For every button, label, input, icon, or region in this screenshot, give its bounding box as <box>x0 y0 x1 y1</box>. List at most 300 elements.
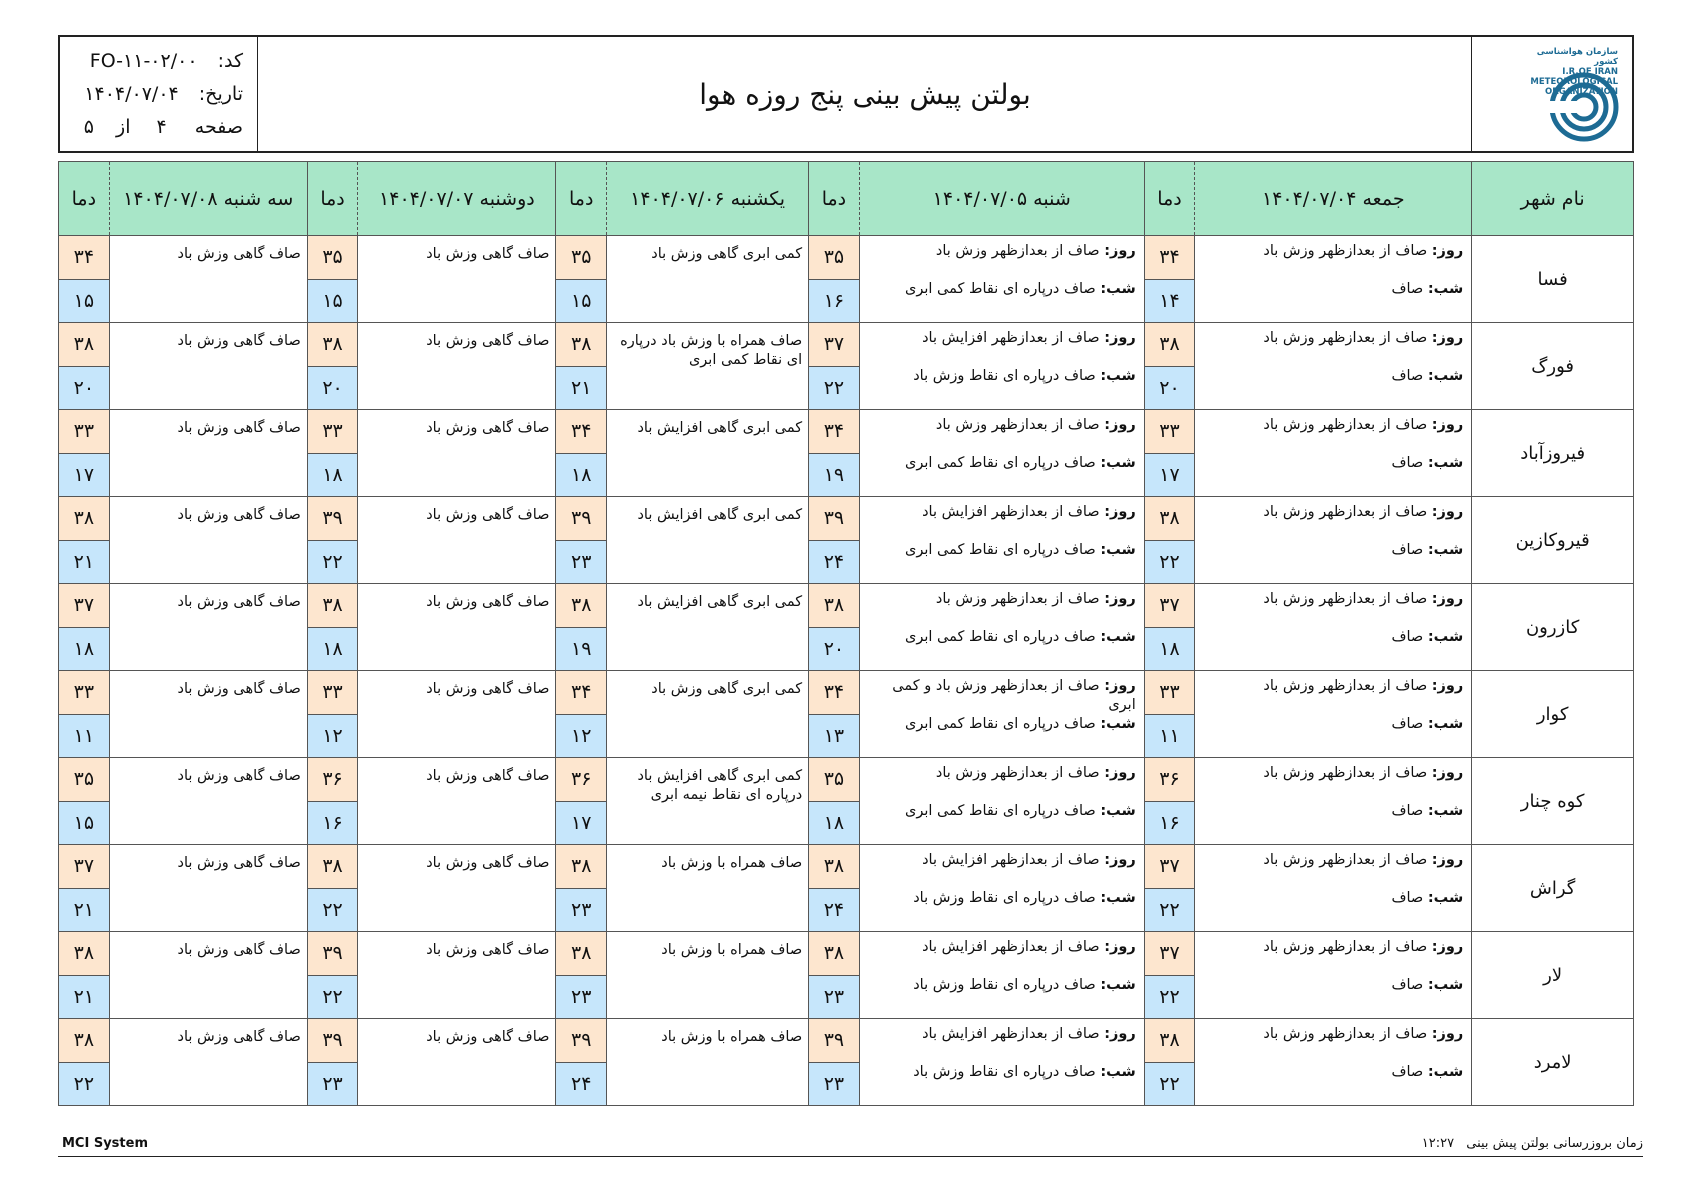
day-label: روز: <box>1431 678 1464 694</box>
day-forecast <box>1203 851 1463 889</box>
code-value: FO-۱۱-۰۲/۰۰ <box>89 50 198 72</box>
day-text: صاف از بعدازظهر وزش باد <box>935 243 1100 259</box>
min-temp: ۱۱ <box>59 714 110 758</box>
night-text: صاف درپاره ای نقاط کمی ابری <box>905 281 1096 297</box>
min-temp: ۱۸ <box>59 627 110 671</box>
max-temp: ۳۷ <box>59 845 110 889</box>
forecast-day-4: صاف گاهی وزش باد <box>358 497 556 584</box>
min-temp: ۲۲ <box>1144 540 1195 584</box>
table-header <box>59 162 1634 236</box>
max-temp: ۳۶ <box>556 758 607 802</box>
min-temp: ۱۴ <box>1144 279 1195 323</box>
forecast-day-2 <box>859 758 1144 845</box>
night-label: شب: <box>1427 455 1464 471</box>
forecast-day-5: صاف گاهی وزش باد <box>109 584 307 671</box>
min-temp: ۲۳ <box>307 1062 358 1106</box>
max-temp: ۳۹ <box>556 1019 607 1063</box>
night-text: صاف <box>1391 368 1424 384</box>
max-temp: ۳۳ <box>1144 671 1195 715</box>
night-text: صاف <box>1391 890 1424 906</box>
min-temp: ۱۸ <box>307 453 358 497</box>
page-row <box>74 111 243 144</box>
max-temp: ۳۴ <box>59 236 110 280</box>
city-name: فورگ <box>1472 323 1634 410</box>
page-of: از <box>116 116 131 138</box>
forecast-day-2 <box>859 410 1144 497</box>
min-temp: ۲۳ <box>809 1062 860 1106</box>
code-row <box>74 45 243 78</box>
day-text: صاف از بعدازظهر افزایش باد <box>922 330 1100 346</box>
organization-logo <box>1471 37 1632 151</box>
night-label: شب: <box>1427 716 1464 732</box>
max-temp: ۳۵ <box>809 758 860 802</box>
min-temp: ۲۰ <box>1144 366 1195 410</box>
forecast-day-3: کمی ابری گاهی افزایش باد <box>606 410 808 497</box>
header-day-3: یکشنبه ۱۴۰۴/۰۷/۰۶ <box>606 162 808 236</box>
min-temp: ۲۲ <box>59 1062 110 1106</box>
night-text: صاف درپاره ای نقاط کمی ابری <box>905 455 1096 471</box>
night-text: صاف درپاره ای نقاط کمی ابری <box>905 629 1096 645</box>
forecast-day-5: صاف گاهی وزش باد <box>109 932 307 1019</box>
city-name: کوه چنار <box>1472 758 1634 845</box>
min-temp: ۱۹ <box>809 453 860 497</box>
night-forecast <box>868 976 1136 1014</box>
night-text: صاف <box>1391 803 1424 819</box>
night-label: شب: <box>1100 1064 1136 1080</box>
min-temp: ۱۶ <box>1144 801 1195 845</box>
forecast-day-2 <box>859 584 1144 671</box>
night-forecast <box>868 454 1136 492</box>
night-text: صاف درپاره ای نقاط وزش باد <box>913 977 1096 993</box>
min-temp: ۲۰ <box>307 366 358 410</box>
night-text: صاف <box>1391 977 1424 993</box>
table-row <box>59 758 1634 802</box>
min-temp: ۱۱ <box>1144 714 1195 758</box>
forecast-day-3: صاف همراه با وزش باد <box>606 1019 808 1106</box>
forecast-day-1 <box>1195 323 1472 410</box>
night-label: شب: <box>1100 629 1136 645</box>
night-text: صاف <box>1391 281 1424 297</box>
day-forecast <box>868 764 1136 802</box>
max-temp: ۳۴ <box>1144 236 1195 280</box>
forecast-day-1 <box>1195 932 1472 1019</box>
max-temp: ۳۳ <box>307 410 358 454</box>
table-row <box>59 497 1634 541</box>
min-temp: ۲۲ <box>307 888 358 932</box>
min-temp: ۲۰ <box>809 627 860 671</box>
night-forecast <box>868 715 1136 753</box>
forecast-day-4: صاف گاهی وزش باد <box>358 932 556 1019</box>
day-text: صاف از بعدازظهر وزش باد <box>1263 852 1428 868</box>
night-label: شب: <box>1100 542 1136 558</box>
day-text: صاف از بعدازظهر وزش باد <box>1263 939 1428 955</box>
logo-line-1: I.R.OF IRAN <box>1562 67 1618 77</box>
min-temp: ۲۳ <box>556 540 607 584</box>
night-text: صاف <box>1391 455 1424 471</box>
table-row <box>59 323 1634 367</box>
min-temp: ۱۸ <box>556 453 607 497</box>
min-temp: ۱۵ <box>556 279 607 323</box>
forecast-day-5: صاف گاهی وزش باد <box>109 671 307 758</box>
day-text: صاف از بعدازظهر افزایش باد <box>922 504 1100 520</box>
forecast-day-2 <box>859 323 1144 410</box>
max-temp: ۳۸ <box>556 323 607 367</box>
day-label: روز: <box>1104 765 1136 781</box>
day-label: روز: <box>1431 765 1464 781</box>
forecast-day-4: صاف گاهی وزش باد <box>358 410 556 497</box>
min-temp: ۱۸ <box>809 801 860 845</box>
city-name: فسا <box>1472 236 1634 323</box>
forecast-day-3: کمی ابری گاهی افزایش باد <box>606 584 808 671</box>
day-text: صاف از بعدازظهر وزش باد و کمی ابری <box>892 678 1136 713</box>
max-temp: ۳۴ <box>556 410 607 454</box>
min-temp: ۲۲ <box>307 975 358 1019</box>
date-label: تاریخ: <box>198 83 243 105</box>
city-name: کوار <box>1472 671 1634 758</box>
max-temp: ۳۸ <box>59 497 110 541</box>
max-temp: ۳۸ <box>307 584 358 628</box>
day-label: روز: <box>1431 417 1464 433</box>
forecast-day-4: صاف گاهی وزش باد <box>358 323 556 410</box>
forecast-day-5: صاف گاهی وزش باد <box>109 1019 307 1106</box>
max-temp: ۳۸ <box>556 932 607 976</box>
max-temp: ۳۸ <box>1144 497 1195 541</box>
min-temp: ۱۷ <box>556 801 607 845</box>
max-temp: ۳۹ <box>556 497 607 541</box>
night-forecast <box>868 280 1136 318</box>
page-title: بولتن پیش بینی پنج روزه هوا <box>699 77 1031 111</box>
forecast-day-5: صاف گاهی وزش باد <box>109 323 307 410</box>
night-label: شب: <box>1100 368 1136 384</box>
min-temp: ۱۲ <box>556 714 607 758</box>
forecast-day-5: صاف گاهی وزش باد <box>109 236 307 323</box>
forecast-day-1 <box>1195 1019 1472 1106</box>
forecast-day-4: صاف گاهی وزش باد <box>358 845 556 932</box>
min-temp: ۲۱ <box>556 366 607 410</box>
forecast-day-3: صاف همراه با وزش باد <box>606 845 808 932</box>
night-label: شب: <box>1427 803 1464 819</box>
day-forecast <box>1203 764 1463 802</box>
min-temp: ۱۵ <box>59 801 110 845</box>
max-temp: ۳۸ <box>1144 323 1195 367</box>
night-text: صاف درپاره ای نقاط کمی ابری <box>905 716 1096 732</box>
day-forecast <box>1203 1025 1463 1063</box>
forecast-table <box>58 161 1634 1106</box>
day-text: صاف از بعدازظهر وزش باد <box>935 417 1100 433</box>
day-text: صاف از بعدازظهر وزش باد <box>1263 417 1428 433</box>
day-label: روز: <box>1104 939 1136 955</box>
table-row <box>59 584 1634 628</box>
forecast-day-5: صاف گاهی وزش باد <box>109 497 307 584</box>
forecast-day-4: صاف گاهی وزش باد <box>358 584 556 671</box>
min-temp: ۱۶ <box>307 801 358 845</box>
max-temp: ۳۳ <box>59 410 110 454</box>
day-text: صاف از بعدازظهر وزش باد <box>935 765 1100 781</box>
logo-line-2: METEOROLOGICAL <box>1530 77 1618 87</box>
min-temp: ۱۳ <box>809 714 860 758</box>
header-day-2: شنبه ۱۴۰۴/۰۷/۰۵ <box>859 162 1144 236</box>
day-label: روز: <box>1104 678 1136 694</box>
max-temp: ۳۷ <box>1144 845 1195 889</box>
day-label: روز: <box>1104 417 1136 433</box>
max-temp: ۳۳ <box>59 671 110 715</box>
max-temp: ۳۸ <box>307 845 358 889</box>
max-temp: ۳۷ <box>1144 932 1195 976</box>
day-forecast <box>1203 329 1463 367</box>
forecast-day-2 <box>859 497 1144 584</box>
max-temp: ۳۵ <box>307 236 358 280</box>
night-forecast <box>868 1063 1136 1101</box>
night-forecast <box>1203 541 1463 579</box>
night-label: شب: <box>1100 977 1136 993</box>
day-forecast <box>1203 416 1463 454</box>
day-forecast <box>1203 677 1463 715</box>
code-label: کد: <box>217 50 243 72</box>
forecast-day-1 <box>1195 584 1472 671</box>
night-label: شب: <box>1427 281 1464 297</box>
min-temp: ۱۷ <box>59 453 110 497</box>
forecast-day-1 <box>1195 410 1472 497</box>
min-temp: ۲۲ <box>809 366 860 410</box>
day-text: صاف از بعدازظهر افزایش باد <box>922 939 1100 955</box>
logo-line-fa: سازمان هواشناسی کشور <box>1536 47 1618 67</box>
update-label: زمان بروزرسانی بولتن پیش بینی <box>1466 1136 1643 1151</box>
page-total: ۵ <box>83 116 94 138</box>
night-forecast <box>868 628 1136 666</box>
night-text: صاف درپاره ای نقاط وزش باد <box>913 1064 1096 1080</box>
day-forecast <box>868 503 1136 541</box>
max-temp: ۳۸ <box>556 845 607 889</box>
night-forecast <box>1203 454 1463 492</box>
date-value: ۱۴۰۴/۰۷/۰۴ <box>84 83 179 105</box>
night-text: صاف <box>1391 542 1424 558</box>
forecast-day-3: کمی ابری گاهی افزایش باد درپاره ای نقاط نیمه ابری <box>606 758 808 845</box>
night-text: صاف درپاره ای نقاط کمی ابری <box>905 542 1096 558</box>
min-temp: ۲۳ <box>556 888 607 932</box>
max-temp: ۳۸ <box>307 323 358 367</box>
day-forecast <box>1203 938 1463 976</box>
day-label: روز: <box>1104 243 1136 259</box>
forecast-day-5: صاف گاهی وزش باد <box>109 410 307 497</box>
header-day-4: دوشنبه ۱۴۰۴/۰۷/۰۷ <box>358 162 556 236</box>
night-label: شب: <box>1100 716 1136 732</box>
table-body <box>59 236 1634 1106</box>
forecast-day-2 <box>859 236 1144 323</box>
max-temp: ۳۹ <box>809 497 860 541</box>
forecast-day-2 <box>859 1019 1144 1106</box>
max-temp: ۳۸ <box>59 323 110 367</box>
min-temp: ۲۱ <box>59 888 110 932</box>
day-label: روز: <box>1104 852 1136 868</box>
forecast-day-4: صاف گاهی وزش باد <box>358 671 556 758</box>
max-temp: ۳۹ <box>307 1019 358 1063</box>
min-temp: ۲۳ <box>556 975 607 1019</box>
city-name: لار <box>1472 932 1634 1019</box>
night-forecast <box>868 541 1136 579</box>
forecast-day-5: صاف گاهی وزش باد <box>109 845 307 932</box>
night-label: شب: <box>1100 803 1136 819</box>
night-text: صاف درپاره ای نقاط وزش باد <box>913 368 1096 384</box>
day-label: روز: <box>1431 591 1464 607</box>
max-temp: ۳۹ <box>307 497 358 541</box>
forecast-day-1 <box>1195 497 1472 584</box>
footer-system: MCI System <box>62 1136 148 1151</box>
day-text: صاف از بعدازظهر وزش باد <box>1263 1026 1428 1042</box>
max-temp: ۳۸ <box>556 584 607 628</box>
day-forecast <box>868 677 1136 715</box>
max-temp: ۳۸ <box>809 584 860 628</box>
city-name: کازرون <box>1472 584 1634 671</box>
header-temp-4: دما <box>307 162 358 236</box>
max-temp: ۳۸ <box>809 932 860 976</box>
max-temp: ۳۸ <box>59 932 110 976</box>
table-row <box>59 410 1634 454</box>
day-label: روز: <box>1431 504 1464 520</box>
day-forecast <box>868 242 1136 280</box>
day-text: صاف از بعدازظهر وزش باد <box>1263 591 1428 607</box>
day-forecast <box>1203 503 1463 541</box>
night-label: شب: <box>1427 368 1464 384</box>
table-row <box>59 236 1634 280</box>
night-forecast <box>1203 802 1463 840</box>
day-forecast <box>868 938 1136 976</box>
bulletin-header <box>58 35 1634 153</box>
forecast-day-3: کمی ابری گاهی افزایش باد <box>606 497 808 584</box>
day-label: روز: <box>1431 852 1464 868</box>
night-forecast <box>1203 367 1463 405</box>
forecast-day-3: صاف همراه با وزش باد <box>606 932 808 1019</box>
min-temp: ۱۶ <box>809 279 860 323</box>
day-text: صاف از بعدازظهر وزش باد <box>1263 504 1428 520</box>
min-temp: ۲۳ <box>809 975 860 1019</box>
city-name: قیروکازین <box>1472 497 1634 584</box>
forecast-day-1 <box>1195 236 1472 323</box>
table-row <box>59 671 1634 715</box>
forecast-day-1 <box>1195 671 1472 758</box>
header-temp-5: دما <box>59 162 110 236</box>
night-label: شب: <box>1427 1064 1464 1080</box>
max-temp: ۳۵ <box>59 758 110 802</box>
day-label: روز: <box>1104 504 1136 520</box>
forecast-day-2 <box>859 671 1144 758</box>
header-temp-1: دما <box>1144 162 1195 236</box>
min-temp: ۲۴ <box>556 1062 607 1106</box>
page-label: صفحه <box>194 116 243 138</box>
night-label: شب: <box>1427 542 1464 558</box>
night-text: صاف درپاره ای نقاط کمی ابری <box>905 803 1096 819</box>
forecast-day-2 <box>859 845 1144 932</box>
forecast-day-1 <box>1195 758 1472 845</box>
max-temp: ۳۷ <box>59 584 110 628</box>
night-label: شب: <box>1427 890 1464 906</box>
max-temp: ۳۳ <box>307 671 358 715</box>
min-temp: ۲۲ <box>1144 888 1195 932</box>
day-forecast <box>868 851 1136 889</box>
footer-update-time <box>1422 1136 1643 1151</box>
day-label: روز: <box>1431 1026 1464 1042</box>
min-temp: ۲۱ <box>59 975 110 1019</box>
day-text: صاف از بعدازظهر وزش باد <box>1263 678 1428 694</box>
day-label: روز: <box>1104 591 1136 607</box>
max-temp: ۳۷ <box>1144 584 1195 628</box>
header-city: نام شهر <box>1472 162 1634 236</box>
city-name: فیروزآباد <box>1472 410 1634 497</box>
table-row <box>59 932 1634 976</box>
footer-divider <box>58 1156 1643 1157</box>
night-forecast <box>868 802 1136 840</box>
night-label: شب: <box>1100 455 1136 471</box>
page-current: ۴ <box>156 116 167 138</box>
header-day-5: سه شنبه ۱۴۰۴/۰۷/۰۸ <box>109 162 307 236</box>
forecast-day-5: صاف گاهی وزش باد <box>109 758 307 845</box>
day-label: روز: <box>1104 330 1136 346</box>
night-label: شب: <box>1100 890 1136 906</box>
min-temp: ۲۰ <box>59 366 110 410</box>
day-label: روز: <box>1431 939 1464 955</box>
min-temp: ۱۹ <box>556 627 607 671</box>
max-temp: ۳۶ <box>1144 758 1195 802</box>
min-temp: ۲۴ <box>809 888 860 932</box>
max-temp: ۳۵ <box>809 236 860 280</box>
night-forecast <box>1203 628 1463 666</box>
table-row <box>59 845 1634 889</box>
min-temp: ۲۲ <box>1144 975 1195 1019</box>
max-temp: ۳۸ <box>1144 1019 1195 1063</box>
logo-text <box>1518 47 1618 97</box>
min-temp: ۱۲ <box>307 714 358 758</box>
max-temp: ۳۴ <box>809 410 860 454</box>
max-temp: ۳۹ <box>809 1019 860 1063</box>
min-temp: ۲۲ <box>1144 1062 1195 1106</box>
min-temp: ۱۸ <box>307 627 358 671</box>
forecast-day-2 <box>859 932 1144 1019</box>
city-name: گراش <box>1472 845 1634 932</box>
day-forecast <box>868 329 1136 367</box>
day-label: روز: <box>1431 243 1464 259</box>
max-temp: ۳۵ <box>556 236 607 280</box>
min-temp: ۲۲ <box>307 540 358 584</box>
night-label: شب: <box>1100 281 1136 297</box>
city-name: لامرد <box>1472 1019 1634 1106</box>
update-time: ۱۲:۲۷ <box>1421 1136 1455 1151</box>
day-label: روز: <box>1104 1026 1136 1042</box>
min-temp: ۲۱ <box>59 540 110 584</box>
night-forecast <box>1203 1063 1463 1101</box>
min-temp: ۱۸ <box>1144 627 1195 671</box>
day-label: روز: <box>1431 330 1464 346</box>
night-text: صاف <box>1391 716 1424 732</box>
night-text: صاف <box>1391 1064 1424 1080</box>
night-forecast <box>868 367 1136 405</box>
day-forecast <box>1203 590 1463 628</box>
max-temp: ۳۶ <box>307 758 358 802</box>
header-temp-3: دما <box>556 162 607 236</box>
date-row <box>74 78 243 111</box>
night-text: صاف درپاره ای نقاط وزش باد <box>913 890 1096 906</box>
night-forecast <box>1203 280 1463 318</box>
forecast-day-3: کمی ابری گاهی وزش باد <box>606 236 808 323</box>
max-temp: ۳۷ <box>809 323 860 367</box>
night-forecast <box>868 889 1136 927</box>
day-forecast <box>868 590 1136 628</box>
night-forecast <box>1203 976 1463 1014</box>
night-label: شب: <box>1427 977 1464 993</box>
night-forecast <box>1203 715 1463 753</box>
forecast-day-3: کمی ابری گاهی وزش باد <box>606 671 808 758</box>
max-temp: ۳۳ <box>1144 410 1195 454</box>
day-forecast <box>868 416 1136 454</box>
day-text: صاف از بعدازظهر افزایش باد <box>922 852 1100 868</box>
